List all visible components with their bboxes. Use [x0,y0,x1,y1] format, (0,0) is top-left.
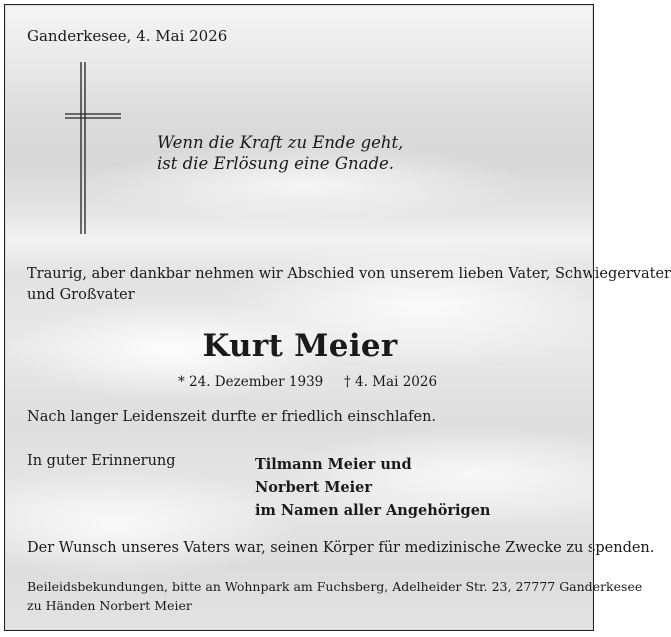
mourner-line-3: im Namen aller Angehörigen [255,502,491,519]
condolence-line-2: zu Händen Norbert Meier [27,598,192,613]
mourner-line-2: Norbert Meier [255,479,372,496]
intro-text [27,264,671,306]
memory-label: In guter Erinnerung [27,453,176,469]
cross-icon [65,62,121,234]
mourners [255,453,490,522]
quote-line-1: Wenn die Kraft zu Ende geht, [157,133,404,152]
quote-line-2: ist die Erlösung eine Gnade. [157,154,395,173]
deceased-name: Kurt Meier [202,328,398,364]
quote [157,132,403,174]
intro-line-2: und Großvater [27,287,135,303]
obituary-notice [4,4,671,631]
condolence-line-1: Beileidsbekundungen, bitte an Wohnpark am Fuchsberg, Adelheider Str. 23, 27777 Ganderkesee [27,579,643,594]
death-date: † 4. Mai 2026 [344,374,438,390]
place-date: Ganderkesee, 4. Mai 2026 [27,27,228,45]
mourner-line-1: Tilmann Meier und [255,456,412,473]
wish-text: Der Wunsch unseres Vaters war, seinen Körper für medizinische Zwecke zu spenden. [27,540,655,556]
condolence-address [27,577,642,615]
intro-line-1: Traurig, aber dankbar nehmen wir Abschied von unserem lieben Vater, Schwiegervater [27,266,671,282]
passing-text: Nach langer Leidenszeit durfte er friedlich einschlafen. [27,409,437,425]
birth-date: * 24. Dezember 1939 [178,374,324,390]
